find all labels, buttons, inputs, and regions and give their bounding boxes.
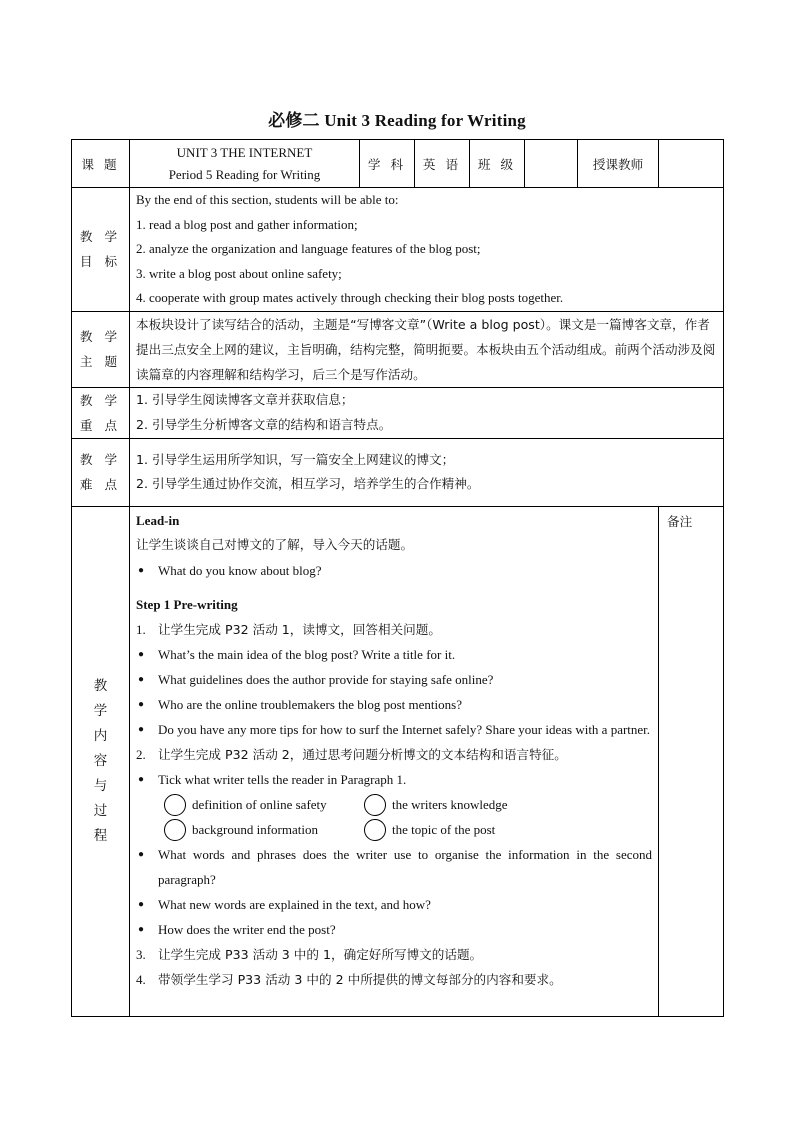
objective-line: 3. write a blog post about online safety; — [136, 265, 342, 281]
process-label-char: 内 — [93, 727, 108, 744]
process-label-char: 学 — [93, 702, 108, 719]
objectives-label-1: 教 学 — [79, 229, 122, 245]
course-line-2: Period 5 Reading for Writing — [168, 166, 321, 182]
note-column — [659, 506, 724, 1016]
document-title: 必修二 Unit 3 Reading for Writing — [268, 111, 526, 130]
step-item-4: 4. 带领学生学习 P33 活动 3 中的 2 中所提供的博文每部分的内容和要求。 — [136, 972, 562, 987]
objectives-label — [72, 188, 130, 312]
question-item: ● How does the writer end the post? — [130, 917, 658, 942]
lead-in-question: ● What do you know about blog? — [130, 558, 658, 583]
course-cell — [130, 140, 360, 188]
course-line-1: UNIT 3 THE INTERNET — [176, 144, 313, 160]
bullet-icon: ● — [138, 849, 145, 860]
objectives-row — [72, 188, 724, 312]
question-item: ● What words and phrases does the writer use to organise the information in the second paragraph? — [130, 842, 658, 892]
bullet-icon: ● — [138, 724, 145, 735]
circle-checkbox-icon[interactable] — [364, 819, 386, 841]
option-row — [130, 817, 658, 842]
subject-value: 英 语 — [415, 140, 470, 188]
key-points-content — [130, 387, 724, 438]
teacher-label: 授课教师 — [578, 140, 659, 188]
question-item: ● What guidelines does the author provide for staying safe online? — [130, 667, 658, 692]
process-label-char: 过 — [93, 802, 108, 819]
course-label: 课 题 — [72, 140, 130, 188]
key-point-line: 1. 引导学生阅读博客文章并获取信息； — [136, 392, 354, 407]
process-label-char: 教 — [93, 677, 108, 694]
bullet-icon: ● — [138, 924, 145, 935]
key-points-label-2: 重 点 — [79, 417, 122, 433]
process-content — [130, 506, 659, 1016]
process-label-char: 程 — [93, 827, 108, 844]
objectives-content — [130, 188, 724, 312]
header-row — [72, 140, 724, 188]
class-label: 班 级 — [470, 140, 525, 188]
circle-checkbox-icon[interactable] — [364, 794, 386, 816]
difficulties-content — [130, 438, 724, 506]
question-item: ● Do you have any more tips for how to surf the Internet safely? Share your ideas with a partner. — [130, 717, 658, 742]
difficulties-row — [72, 438, 724, 506]
lesson-plan-table — [71, 139, 724, 1017]
class-value — [525, 140, 578, 188]
difficulty-line: 1. 引导学生运用所学知识，写一篇安全上网建议的博文； — [136, 451, 455, 467]
lead-in-heading: Lead-in — [136, 512, 180, 528]
key-point-line: 2. 引导学生分析博客文章的结构和语言特点。 — [136, 416, 392, 432]
theme-label-1: 教 学 — [79, 329, 122, 344]
bullet-icon: ● — [138, 674, 145, 685]
objective-line: 1. read a blog post and gather information; — [136, 216, 358, 232]
step1-heading: Step 1 Pre-writing — [136, 596, 238, 612]
theme-label — [72, 311, 130, 387]
theme-row — [72, 311, 724, 387]
option-item[interactable]: the writers knowledge — [364, 792, 508, 817]
process-row — [72, 506, 724, 1016]
difficulties-label-2: 难 点 — [79, 477, 122, 492]
difficulty-line: 2. 引导学生通过协作交流，相互学习，培养学生的合作精神。 — [136, 476, 480, 491]
question-item: ● Tick what writer tells the reader in Paragraph 1. — [130, 767, 658, 792]
circle-checkbox-icon[interactable] — [164, 819, 186, 841]
theme-text: 本板块设计了读写结合的活动，主题是“写博客文章”（Write a blog post）。课文是一篇博客文章，作者提出三点安全上网的建议，主旨明确，结构完整，简明扼要。本板块由五个活动组成。前两个活动涉及阅读篇章的内容理解和结构学习，后三个是写作活动。 — [136, 316, 716, 382]
question-item: ● What new words are explained in the text, and how? — [130, 892, 658, 917]
bullet-icon: ● — [138, 774, 145, 785]
question-item: ● Who are the online troublemakers the blog post mentions? — [130, 692, 658, 717]
question-item: ● What’s the main idea of the blog post? Write a title for it. — [130, 642, 658, 667]
lead-in-text: 让学生谈谈自己对博文的了解，导入今天的话题。 — [136, 537, 414, 552]
key-points-label — [72, 387, 130, 438]
step-item-2: 2. 让学生完成 P32 活动 2，通过思考问题分析博文的文本结构和语言特征。 — [136, 747, 567, 762]
option-row — [130, 792, 658, 817]
step-item-3: 3. 让学生完成 P33 活动 3 中的 1，确定好所写博文的话题。 — [136, 947, 483, 962]
difficulties-label — [72, 438, 130, 506]
step-item-1: 1. 让学生完成 P32 活动 1，读博文，回答相关问题。 — [136, 622, 441, 637]
bullet-icon: ● — [138, 649, 145, 660]
key-points-row — [72, 387, 724, 438]
difficulties-label-1: 教 学 — [79, 452, 122, 467]
theme-label-2: 主 题 — [79, 354, 122, 369]
option-item[interactable]: definition of online safety — [164, 792, 364, 817]
option-item[interactable]: the topic of the post — [364, 817, 495, 842]
key-points-label-1: 教 学 — [79, 392, 122, 408]
bullet-icon: ● — [138, 564, 145, 576]
process-label — [72, 506, 130, 1016]
objective-line: 2. analyze the organization and language features of the blog post; — [136, 241, 481, 256]
process-label-char: 容 — [93, 752, 108, 769]
objectives-label-2: 目 标 — [79, 254, 122, 270]
process-label-char: 与 — [93, 777, 108, 794]
objective-line: By the end of this section, students will be able to: — [136, 192, 399, 207]
circle-checkbox-icon[interactable] — [164, 794, 186, 816]
note-label: 备注 — [667, 513, 693, 529]
subject-label: 学 科 — [360, 140, 415, 188]
bullet-icon: ● — [138, 899, 145, 910]
theme-content — [130, 311, 724, 387]
teacher-value — [659, 140, 724, 188]
bullet-icon: ● — [138, 699, 145, 710]
option-item[interactable]: background information — [164, 817, 364, 842]
objective-line: 4. cooperate with group mates actively through checking their blog posts together. — [136, 290, 564, 305]
